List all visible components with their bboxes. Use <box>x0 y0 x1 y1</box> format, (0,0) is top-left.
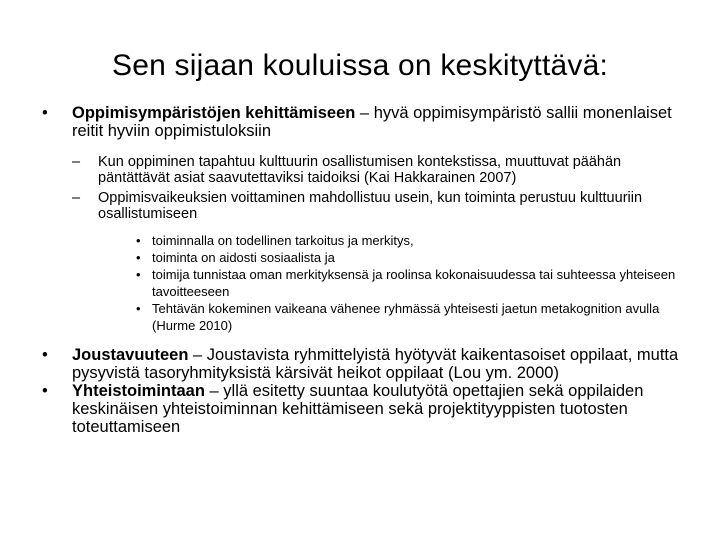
dash-marker: – <box>72 154 81 170</box>
bullet-marker: • <box>136 233 141 248</box>
sub-sub-bullet-item <box>136 249 682 266</box>
bullet-term: Joustavuuteen <box>72 346 189 364</box>
dash-marker: – <box>72 190 81 206</box>
bullet-marker: • <box>136 301 141 316</box>
sub-bullet-item <box>72 190 682 334</box>
bullet-marker: • <box>136 250 141 265</box>
bullet-text: – yllä esitetty suuntaa koulutyötä opettajien sekä oppilaiden keskinäisen yhteistoiminnan kehittämiseen sekä projektityyppisten tuotosten toteuttamiseen <box>72 382 644 436</box>
sub-sub-bullet-item <box>136 300 682 334</box>
bullet-joustavuus <box>42 346 682 382</box>
bullet-marker: • <box>136 267 141 282</box>
sub-sub-bullet-text: Tehtävän kokeminen vaikeana vähenee ryhmässä yhteisesti jaetun metakognition avulla (Hurme 2010) <box>152 301 660 333</box>
bullet-marker: • <box>42 104 48 122</box>
sub-bullet-text: Kun oppiminen tapahtuu kulttuurin osallistumisen kontekstissa, muuttuvat päähän päntättävät asiat saavutettaviksi taidoiksi (Kai Hakkarainen 2007) <box>98 154 622 186</box>
bullet-text: – Joustavista ryhmittelyistä hyötyvät kaikentasoiset oppilaat, mutta pysyvistä tasoryhmityksistä kärsivät heikot oppilaat (Lou ym. 2000) <box>72 346 679 382</box>
sub-sub-bullet-text: toimija tunnistaa oman merkityksensä ja roolinsa kokonaisuudessa tai suhteessa yhteiseen tavoitteeseen <box>152 267 676 299</box>
sub-bullet-item <box>72 154 682 186</box>
bullet-term: Yhteistoimintaan <box>72 382 205 400</box>
slide-title: Sen sijaan kouluissa on keskityttävä: <box>112 49 608 82</box>
bullet-marker: • <box>42 346 48 364</box>
sub-sub-bullet-text: toiminta on aidosti sosiaalista ja <box>152 250 335 265</box>
sub-sub-bullet-text: toiminnalla on todellinen tarkoitus ja merkitys, <box>152 233 414 248</box>
bullet-oppimisymparistot <box>42 104 682 334</box>
sub-bullet-list <box>72 154 682 334</box>
bullet-text: – hyvä oppimisympäristö sallii monenlaiset reitit hyviin oppimistuloksiin <box>72 104 672 140</box>
bullet-yhteistoiminta <box>42 382 682 436</box>
sub-sub-bullet-item <box>136 232 682 249</box>
sub-sub-bullet-list <box>136 232 682 334</box>
main-bullet-list <box>42 104 682 436</box>
sub-sub-bullet-item <box>136 266 682 300</box>
bullet-marker: • <box>42 382 48 400</box>
bullet-term: Oppimisympäristöjen kehittämiseen <box>72 104 356 122</box>
sub-bullet-text: Oppimisvaikeuksien voittaminen mahdollistuu usein, kun toiminta perustuu kulttuuriin osallistumiseen <box>98 190 643 222</box>
